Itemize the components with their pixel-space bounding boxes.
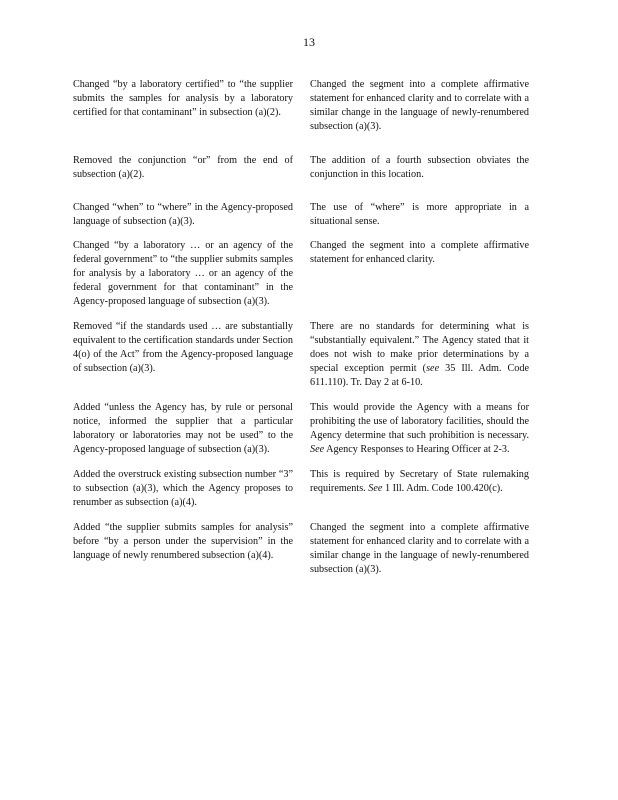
change-description: Removed “if the standards used … are substantially equivalent to the certification standards under Section 4(o) of the Act” from the Agency-proposed language of subsection (a)(3). <box>73 321 293 374</box>
change-reason <box>310 401 529 457</box>
change-reason <box>310 468 529 510</box>
change-reason: Changed the segment into a complete affirmative statement for enhanced clarity. <box>310 240 529 265</box>
table-row <box>73 78 529 134</box>
page-number: 13 <box>303 35 315 49</box>
change-reason: The addition of a fourth subsection obviates the conjunction in this location. <box>310 155 529 180</box>
table-row <box>73 320 529 390</box>
change-description: Changed “by a laboratory certified” to “the supplier submits the samples for analysis by a laboratory certified for that contaminant” in subsection (a)(2). <box>73 79 293 118</box>
change-reason: Changed the segment into a complete affirmative statement for enhanced clarity and to correlate with a similar change in the language of newly-renumbered subsection (a)(3). <box>310 79 529 132</box>
table-row <box>73 239 529 309</box>
change-description: Changed “when” to “where” in the Agency-proposed language of subsection (a)(3). <box>73 202 293 227</box>
table-row <box>73 154 529 182</box>
reason-text: 1 Ill. Adm. Code 100.420(c). <box>382 483 503 494</box>
change-description: Removed the conjunction “or” from the end of subsection (a)(2). <box>73 155 293 180</box>
table-row <box>73 468 529 510</box>
table-row <box>73 521 529 577</box>
change-description: Changed “by a laboratory … or an agency of the federal government” to “the supplier submits samples for analysis by a laboratory … or an agency of the federal government for that contaminant” in the Agency-proposed language of subsection (a)(3). <box>73 240 293 307</box>
reason-text: 35 Ill. Adm. Code 611.110). Tr. Day 2 at 6-10. <box>310 363 530 388</box>
change-description: Added “unless the Agency has, by rule or personal notice, informed the supplier that a particular laboratory or laboratories may not be used” to the Agency-proposed language of subsection (a)(3). <box>73 402 293 455</box>
change-reason: The use of “where” is more appropriate in a situational sense. <box>310 202 529 227</box>
reason-text: This would provide the Agency with a means for prohibiting the use of laboratory facilities, should the Agency determine that such prohibition is necessary. <box>310 402 529 441</box>
citation-signal: See <box>368 483 383 494</box>
table-row <box>73 201 529 229</box>
changes-table <box>73 78 529 577</box>
change-description: Added “the supplier submits samples for analysis” before “by a person under the supervision” in the language of newly renumbered subsection (a)(4). <box>73 522 293 561</box>
table-row <box>73 401 529 457</box>
reason-text: Agency Responses to Hearing Officer at 2-3. <box>324 444 510 455</box>
change-reason: Changed the segment into a complete affirmative statement for enhanced clarity and to correlate with a similar change in the language of newly-renumbered subsection (a)(3). <box>310 522 529 575</box>
citation-signal: See <box>310 444 325 455</box>
change-description: Added the overstruck existing subsection number “3” to subsection (a)(3), which the Agency proposes to renumber as subsection (a)(4). <box>73 469 293 508</box>
change-reason <box>310 320 529 390</box>
reason-text: This is required by Secretary of State rulemaking requirements. <box>310 469 529 494</box>
reason-text: There are no standards for determining what is “substantially equivalent.” The Agency stated that it does not wish to make prior determinations by a special exception permit ( <box>310 321 529 374</box>
citation-signal: see <box>426 363 440 374</box>
